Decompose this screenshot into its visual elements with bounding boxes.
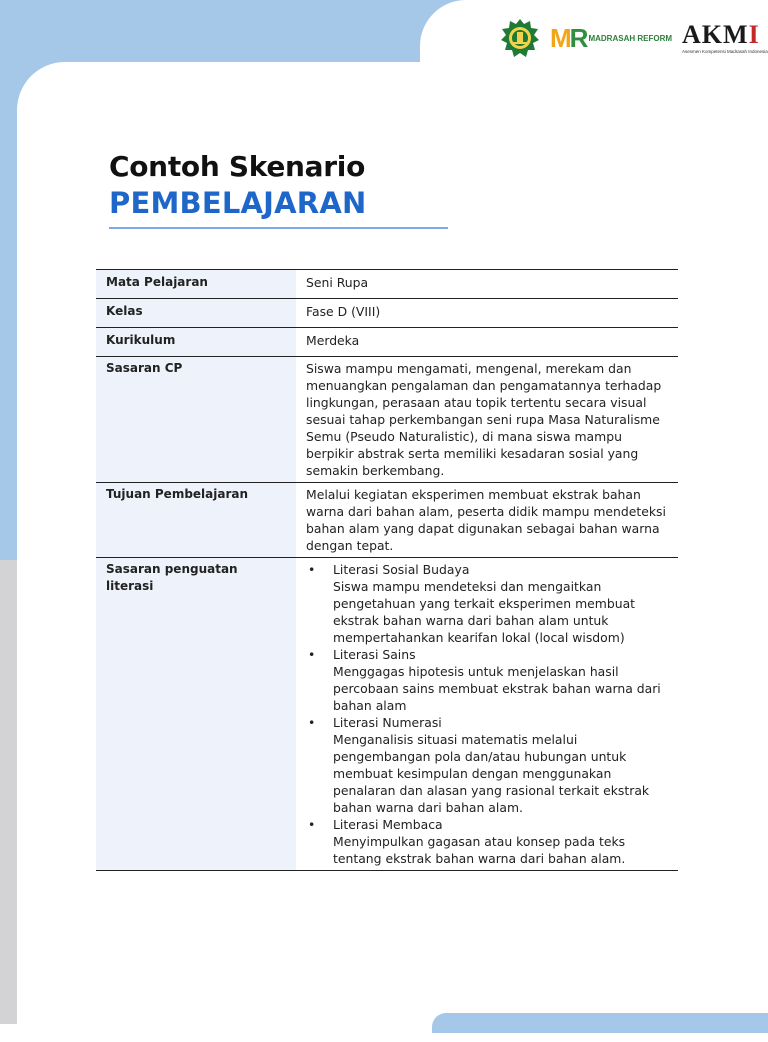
row-value: Merdeka	[306, 333, 360, 348]
akmi-logo	[682, 22, 768, 54]
bullet-icon: •	[308, 647, 316, 662]
literacy-description: Siswa mampu mendeteksi dan mengaitkan pengetahuan yang terkait eksperimen membuat ekstrak bahan warna dari bahan alam untuk mempertahankan kearifan lokal (local wisdom)	[333, 579, 636, 645]
row-label: Kurikulum	[96, 328, 296, 357]
literacy-title: Literasi Sains	[333, 647, 416, 662]
literacy-cell	[296, 558, 678, 871]
bullet-icon: •	[308, 715, 316, 730]
list-item	[306, 714, 670, 816]
row-label: Mata Pelajaran	[96, 270, 296, 299]
title-line-1: Contoh Skenario	[109, 150, 366, 183]
mr-mark-icon: MR	[550, 22, 587, 53]
list-item	[306, 816, 670, 867]
list-item	[306, 561, 670, 646]
table-row	[96, 558, 678, 871]
akmi-subtitle: Asesmen Kompetensi Madrasah Indonesia	[682, 49, 768, 54]
akmi-word: AKMI	[682, 20, 760, 49]
literacy-list	[306, 561, 670, 867]
row-label: Sasaran penguatan literasi	[96, 558, 296, 871]
table-row	[96, 328, 678, 357]
title-underline	[109, 227, 448, 229]
footer-band	[432, 1013, 768, 1033]
literacy-description: Menganalisis situasi matematis melalui pengembangan pola dan/atau hubungan untuk membuat kesimpulan dengan menggunakan penalaran dan alasan yang rasional terkait ekstrak bahan warna dari bahan alam.	[333, 732, 650, 815]
list-item	[306, 646, 670, 714]
literacy-description: Menggagas hipotesis untuk menjelaskan hasil percobaan sains membuat ekstrak bahan warna dari bahan alam	[333, 664, 661, 713]
row-label: Kelas	[96, 299, 296, 328]
table-row	[96, 483, 678, 558]
row-value: Fase D (VIII)	[306, 304, 381, 319]
literacy-title: Literasi Membaca	[333, 817, 443, 832]
scenario-table	[96, 269, 678, 871]
table-row	[96, 299, 678, 328]
kemenag-logo-icon	[500, 18, 540, 58]
row-label: Tujuan Pembelajaran	[96, 483, 296, 558]
row-label: Sasaran CP	[96, 357, 296, 483]
row-value: Seni Rupa	[306, 275, 369, 290]
madrasah-reform-text: MADRASAH REFORM	[588, 33, 673, 43]
madrasah-reform-logo	[550, 23, 672, 54]
literacy-title: Literasi Sosial Budaya	[333, 562, 470, 577]
logo-bar	[500, 18, 768, 58]
table-row	[96, 357, 678, 483]
literacy-title: Literasi Numerasi	[333, 715, 442, 730]
literacy-description: Menyimpulkan gagasan atau konsep pada teks tentang ekstrak bahan warna dari bahan alam.	[333, 834, 626, 866]
row-value: Melalui kegiatan eksperimen membuat ekstrak bahan warna dari bahan alam, peserta didik mampu mendeteksi bahan alam yang dapat digunakan sebagai bahan warna dengan tepat.	[306, 487, 666, 553]
bullet-icon: •	[308, 562, 316, 577]
title-line-2: PEMBELAJARAN	[109, 186, 367, 220]
row-value: Siswa mampu mengamati, mengenal, merekam dan menuangkan pengalaman dan pengamatannya terhadap lingkungan, perasaan atau topik tertentu secara visual sesuai tahap perkembangan seni rupa Masa Naturalisme Semu (Pseudo Naturalistic), di mana siswa mampu berpikir abstrak serta memiliki kesadaran sosial yang semakin berkembang.	[306, 361, 662, 478]
table-row	[96, 270, 678, 299]
bullet-icon: •	[308, 817, 316, 832]
